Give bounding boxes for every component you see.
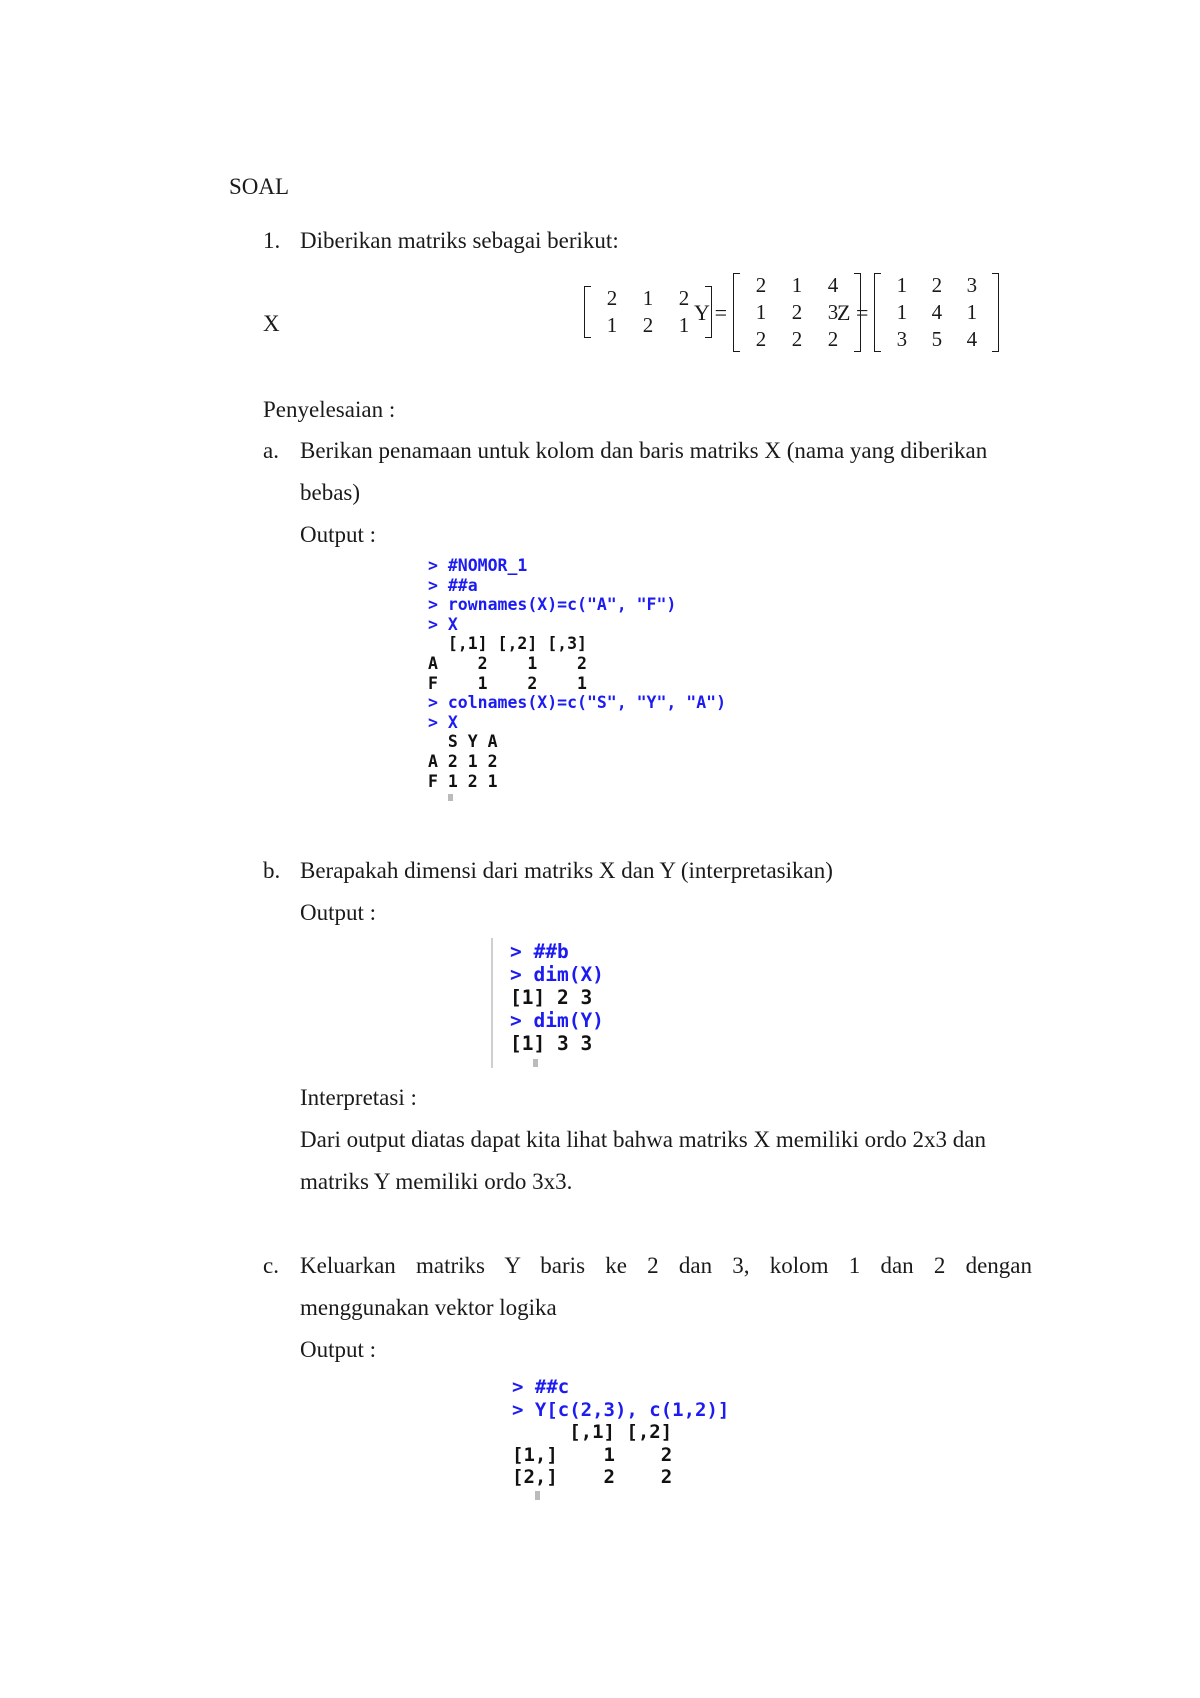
console-prompt-cursor — [428, 791, 726, 801]
console-output-line: F 1 2 1 — [428, 673, 587, 693]
matrix-x-cell: 2 — [606, 286, 618, 310]
solution-label: Penyelesaian : — [263, 397, 396, 422]
console-output-line: [,1] [,2] — [512, 1421, 673, 1443]
matrix-z-label: Z = — [837, 299, 869, 325]
console-command-line: > X — [428, 614, 458, 634]
console-output-c — [512, 1376, 729, 1500]
console-command-line: > #NOMOR_1 — [428, 556, 528, 575]
matrix-x-cell: 1 — [642, 286, 654, 310]
matrix-z-cell: 1 — [966, 300, 978, 324]
part-c-output-label: Output : — [300, 1337, 377, 1362]
matrix-z-cell: 4 — [966, 327, 978, 351]
matrix-z-cell: 4 — [931, 300, 943, 324]
console-prompt-cursor — [510, 1055, 604, 1067]
console-output-line: S Y A — [428, 732, 498, 752]
console-command-line: > Y[c(2,3), c(1,2)] — [512, 1398, 730, 1421]
matrix-x-cell: 2 — [642, 313, 654, 337]
console-command-line: > rownames(X)=c("A", "F") — [428, 595, 677, 615]
page-heading: SOAL — [229, 174, 290, 199]
console-output-line: [,1] [,2] [,3] — [428, 634, 587, 654]
part-c-question-line1: Keluarkan matriks Y baris ke 2 dan 3, kolom 1 dan 2 dengan — [300, 1253, 1032, 1278]
matrix-z-cell: 3 — [966, 273, 978, 297]
matrix-z-cell: 3 — [896, 327, 908, 351]
matrix-y-cell: 2 — [791, 300, 803, 324]
part-c-question-line2: menggunakan vektor logika — [300, 1295, 557, 1320]
matrix-y-cell: 1 — [755, 300, 767, 324]
console-prompt-cursor — [512, 1489, 729, 1500]
interpretation-line2: matriks Y memiliki ordo 3x3. — [300, 1169, 573, 1194]
console-command-line: > X — [428, 712, 458, 732]
matrix-x-cell: 2 — [678, 286, 690, 310]
console-command-line: > ##a — [428, 575, 478, 595]
part-b-letter: b. — [263, 858, 281, 883]
console-command-line: > ##b — [510, 940, 569, 963]
matrix-y-cell: 3 — [827, 300, 839, 324]
console-output-line: [1] 2 3 — [510, 986, 593, 1009]
console-output-line: [1] 3 3 — [510, 1032, 593, 1055]
interpretation-line1: Dari output diatas dapat kita lihat bahwa matriks X memiliki ordo 2x3 dan — [300, 1127, 987, 1152]
part-a-letter: a. — [263, 438, 279, 463]
caret-icon — [448, 794, 453, 801]
part-b-output-label: Output : — [300, 900, 377, 925]
console-output-a — [428, 556, 726, 801]
part-c-letter: c. — [263, 1253, 279, 1278]
matrix-y-cell: 2 — [827, 327, 839, 351]
console-command-line: > colnames(X)=c("S", "Y", "A") — [428, 693, 727, 713]
matrix-x-cell: 1 — [606, 313, 618, 337]
console-output-b — [510, 940, 604, 1067]
part-a-output-label: Output : — [300, 522, 377, 547]
matrix-z-cell: 1 — [896, 300, 908, 324]
matrix-y-cell: 1 — [791, 273, 803, 297]
matrix-z-cell: 2 — [931, 273, 943, 297]
console-output-line: A 2 1 2 — [428, 751, 498, 771]
matrix-y-cell: 2 — [755, 327, 767, 351]
matrix-z-cell: 5 — [931, 327, 943, 351]
matrix-y-cell: 4 — [827, 273, 839, 297]
part-b-question: Berapakah dimensi dari matriks X dan Y (interpretasikan) — [300, 858, 833, 883]
console-output-line: [1,] 1 2 — [512, 1443, 673, 1466]
matrix-y-label: Y = — [694, 299, 727, 325]
caret-icon — [535, 1491, 540, 1499]
matrix-y-cell: 2 — [791, 327, 803, 351]
part-a-question-line2: bebas) — [300, 480, 361, 505]
console-output-line: A 2 1 2 — [428, 653, 587, 673]
question-text: Diberikan matriks sebagai berikut: — [300, 228, 619, 253]
console-output-line: F 1 2 1 — [428, 771, 498, 791]
question-number: 1. — [263, 228, 281, 253]
console-divider — [491, 938, 493, 1068]
caret-icon — [533, 1059, 538, 1067]
matrix-y-cell: 2 — [755, 273, 767, 297]
part-a-question-line1: Berikan penamaan untuk kolom dan baris matriks X (nama yang diberikan — [300, 438, 988, 463]
console-command-line: > dim(X) — [510, 963, 604, 986]
interpretation-label: Interpretasi : — [300, 1085, 417, 1110]
console-command-line: > ##c — [512, 1376, 570, 1398]
console-command-line: > dim(Y) — [510, 1009, 604, 1032]
matrix-z-cell: 1 — [896, 273, 908, 297]
matrix-x-cell: 1 — [678, 313, 690, 337]
console-output-line: [2,] 2 2 — [512, 1466, 673, 1488]
matrix-x-label: X — [263, 311, 280, 336]
matrix-z — [831, 272, 999, 353]
